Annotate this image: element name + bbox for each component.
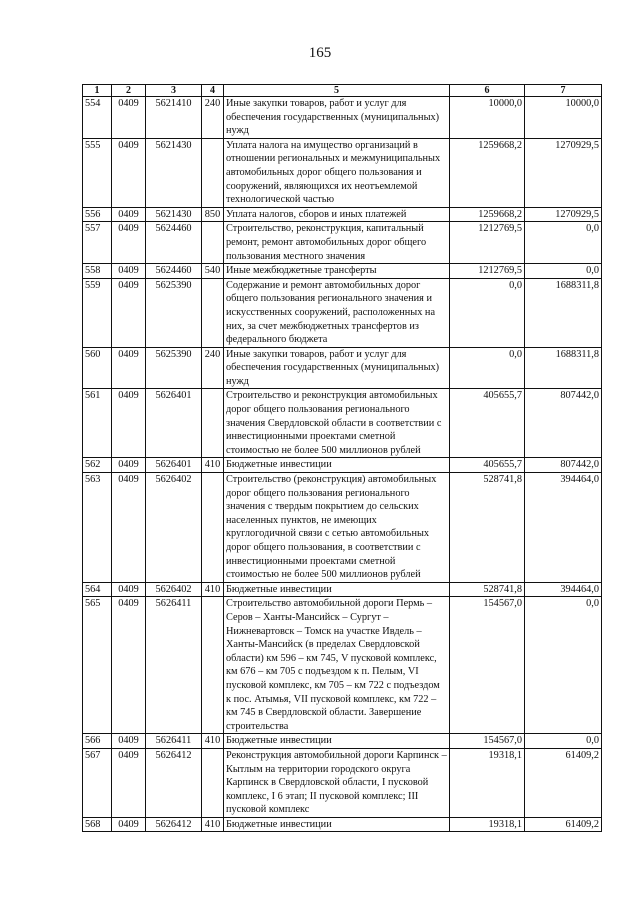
item-name: Реконструкция автомобильной дороги Карпинск – Кытлым на территории городского округа Карпинск в Свердловской области, I пусковой комплекс, I 6 этап; II пусковой комплекс; III пусковой комплекс: [224, 748, 450, 817]
row-number: 564: [83, 582, 112, 597]
item-name: Уплата налога на имущество организаций в отношении региональных и межмуниципальных автомобильных дорог общего пользования и сооружений, являющихся их неотъемлемой технологической частью: [224, 138, 450, 207]
table-row: [83, 264, 602, 279]
expense-type-code: [202, 278, 224, 347]
target-article-code: 5621430: [146, 207, 202, 222]
row-number: 558: [83, 264, 112, 279]
expense-type-code: [202, 222, 224, 264]
amount-column-7: 61409,2: [525, 748, 602, 817]
table-row: [83, 748, 602, 817]
item-name: Бюджетные инвестиции: [224, 582, 450, 597]
table-row: [83, 817, 602, 832]
expense-type-code: 410: [202, 817, 224, 832]
row-number: 554: [83, 97, 112, 139]
column-header-7: 7: [525, 85, 602, 97]
section-code: 0409: [112, 347, 146, 389]
section-code: 0409: [112, 278, 146, 347]
target-article-code: 5626412: [146, 748, 202, 817]
target-article-code: 5624460: [146, 264, 202, 279]
amount-column-7: 807442,0: [525, 389, 602, 458]
column-header-5: 5: [224, 85, 450, 97]
row-number: 562: [83, 458, 112, 473]
amount-column-7: 1270929,5: [525, 207, 602, 222]
amount-column-6: 405655,7: [450, 389, 525, 458]
amount-column-6: 1212769,5: [450, 264, 525, 279]
expense-type-code: [202, 138, 224, 207]
amount-column-6: 154567,0: [450, 734, 525, 749]
item-name: Бюджетные инвестиции: [224, 817, 450, 832]
table-row: [83, 734, 602, 749]
item-name: Строительство и реконструкция автомобильных дорог общего пользования регионального значения Свердловской области в соответствии с инвестиционными проектами сметной стоимостью не более 500 миллионов рублей: [224, 389, 450, 458]
section-code: 0409: [112, 734, 146, 749]
amount-column-7: 394464,0: [525, 473, 602, 583]
item-name: Строительство автомобильной дороги Пермь – Серов – Ханты-Мансийск – Сургут – Нижневартовск – Томск на участке Ивдель – Ханты-Мансийск (в пределах Свердловской области) км 596 – км 745, V пусковой комплекс, км 676 – км 705 с подъездом к п. Пелым, VI пусковой комплекс, км 705 – км 722 с подъездом к пос. Атымья, VII пусковой комплекс, км 722 – км 745 в Свердловской области. Завершение строительства: [224, 597, 450, 734]
amount-column-7: 394464,0: [525, 582, 602, 597]
target-article-code: 5625390: [146, 278, 202, 347]
amount-column-6: 1259668,2: [450, 138, 525, 207]
amount-column-6: 1259668,2: [450, 207, 525, 222]
expense-type-code: [202, 597, 224, 734]
table-row: [83, 138, 602, 207]
amount-column-7: 0,0: [525, 222, 602, 264]
item-name: Строительство (реконструкция) автомобильных дорог общего пользования регионального значения с твердым покрытием до сельских населенных пунктов, не имеющих круглогодичной связи с сетью автомобильных дорог общего пользования, в соответствии с инвестиционными проектами сметной стоимостью не более 500 миллионов рублей: [224, 473, 450, 583]
section-code: 0409: [112, 458, 146, 473]
target-article-code: 5625390: [146, 347, 202, 389]
row-number: 559: [83, 278, 112, 347]
table-row: [83, 458, 602, 473]
item-name: Уплата налогов, сборов и иных платежей: [224, 207, 450, 222]
amount-column-7: 1270929,5: [525, 138, 602, 207]
page-number: 165: [308, 45, 332, 61]
target-article-code: 5626401: [146, 389, 202, 458]
amount-column-7: 807442,0: [525, 458, 602, 473]
row-number: 566: [83, 734, 112, 749]
target-article-code: 5624460: [146, 222, 202, 264]
target-article-code: 5626411: [146, 597, 202, 734]
table-row: [83, 278, 602, 347]
expense-type-code: 410: [202, 734, 224, 749]
target-article-code: 5621410: [146, 97, 202, 139]
expense-type-code: 540: [202, 264, 224, 279]
amount-column-6: 19318,1: [450, 748, 525, 817]
amount-column-6: 528741,8: [450, 582, 525, 597]
amount-column-7: 1688311,8: [525, 347, 602, 389]
item-name: Иные межбюджетные трансферты: [224, 264, 450, 279]
target-article-code: 5626411: [146, 734, 202, 749]
amount-column-6: 405655,7: [450, 458, 525, 473]
item-name: Бюджетные инвестиции: [224, 734, 450, 749]
section-code: 0409: [112, 582, 146, 597]
row-number: 567: [83, 748, 112, 817]
amount-column-7: 61409,2: [525, 817, 602, 832]
section-code: 0409: [112, 748, 146, 817]
row-number: 563: [83, 473, 112, 583]
expense-type-code: 410: [202, 582, 224, 597]
row-number: 560: [83, 347, 112, 389]
table-row: [83, 582, 602, 597]
item-name: Иные закупки товаров, работ и услуг для обеспечения государственных (муниципальных) нужд: [224, 347, 450, 389]
table-row: [83, 473, 602, 583]
expense-type-code: [202, 389, 224, 458]
item-name: Содержание и ремонт автомобильных дорог общего пользования регионального значения и искусственных сооружений, расположенных на них, за счет межбюджетных трансфертов из федерального бюджета: [224, 278, 450, 347]
amount-column-6: 19318,1: [450, 817, 525, 832]
table-row: [83, 347, 602, 389]
target-article-code: 5621430: [146, 138, 202, 207]
target-article-code: 5626402: [146, 473, 202, 583]
amount-column-7: 0,0: [525, 734, 602, 749]
budget-table: [82, 84, 602, 832]
table-row: [83, 597, 602, 734]
row-number: 556: [83, 207, 112, 222]
target-article-code: 5626401: [146, 458, 202, 473]
row-number: 557: [83, 222, 112, 264]
item-name: Иные закупки товаров, работ и услуг для обеспечения государственных (муниципальных) нужд: [224, 97, 450, 139]
table-row: [83, 222, 602, 264]
table-header-row: [83, 85, 602, 97]
item-name: Строительство, реконструкция, капитальный ремонт, ремонт автомобильных дорог общего пользования местного значения: [224, 222, 450, 264]
section-code: 0409: [112, 473, 146, 583]
section-code: 0409: [112, 207, 146, 222]
expense-type-code: [202, 473, 224, 583]
amount-column-7: 1688311,8: [525, 278, 602, 347]
table-row: [83, 389, 602, 458]
section-code: 0409: [112, 97, 146, 139]
amount-column-6: 1212769,5: [450, 222, 525, 264]
amount-column-6: 154567,0: [450, 597, 525, 734]
section-code: 0409: [112, 597, 146, 734]
target-article-code: 5626412: [146, 817, 202, 832]
item-name: Бюджетные инвестиции: [224, 458, 450, 473]
amount-column-7: 0,0: [525, 597, 602, 734]
expense-type-code: 410: [202, 458, 224, 473]
row-number: 568: [83, 817, 112, 832]
amount-column-6: 528741,8: [450, 473, 525, 583]
column-header-2: 2: [112, 85, 146, 97]
section-code: 0409: [112, 138, 146, 207]
expense-type-code: 850: [202, 207, 224, 222]
section-code: 0409: [112, 264, 146, 279]
row-number: 565: [83, 597, 112, 734]
column-header-1: 1: [83, 85, 112, 97]
column-header-4: 4: [202, 85, 224, 97]
amount-column-6: 0,0: [450, 347, 525, 389]
row-number: 555: [83, 138, 112, 207]
section-code: 0409: [112, 222, 146, 264]
section-code: 0409: [112, 389, 146, 458]
target-article-code: 5626402: [146, 582, 202, 597]
amount-column-7: 0,0: [525, 264, 602, 279]
column-header-3: 3: [146, 85, 202, 97]
expense-type-code: 240: [202, 97, 224, 139]
table-row: [83, 207, 602, 222]
amount-column-7: 10000,0: [525, 97, 602, 139]
amount-column-6: 10000,0: [450, 97, 525, 139]
column-header-6: 6: [450, 85, 525, 97]
table-row: [83, 97, 602, 139]
expense-type-code: [202, 748, 224, 817]
expense-type-code: 240: [202, 347, 224, 389]
row-number: 561: [83, 389, 112, 458]
section-code: 0409: [112, 817, 146, 832]
amount-column-6: 0,0: [450, 278, 525, 347]
